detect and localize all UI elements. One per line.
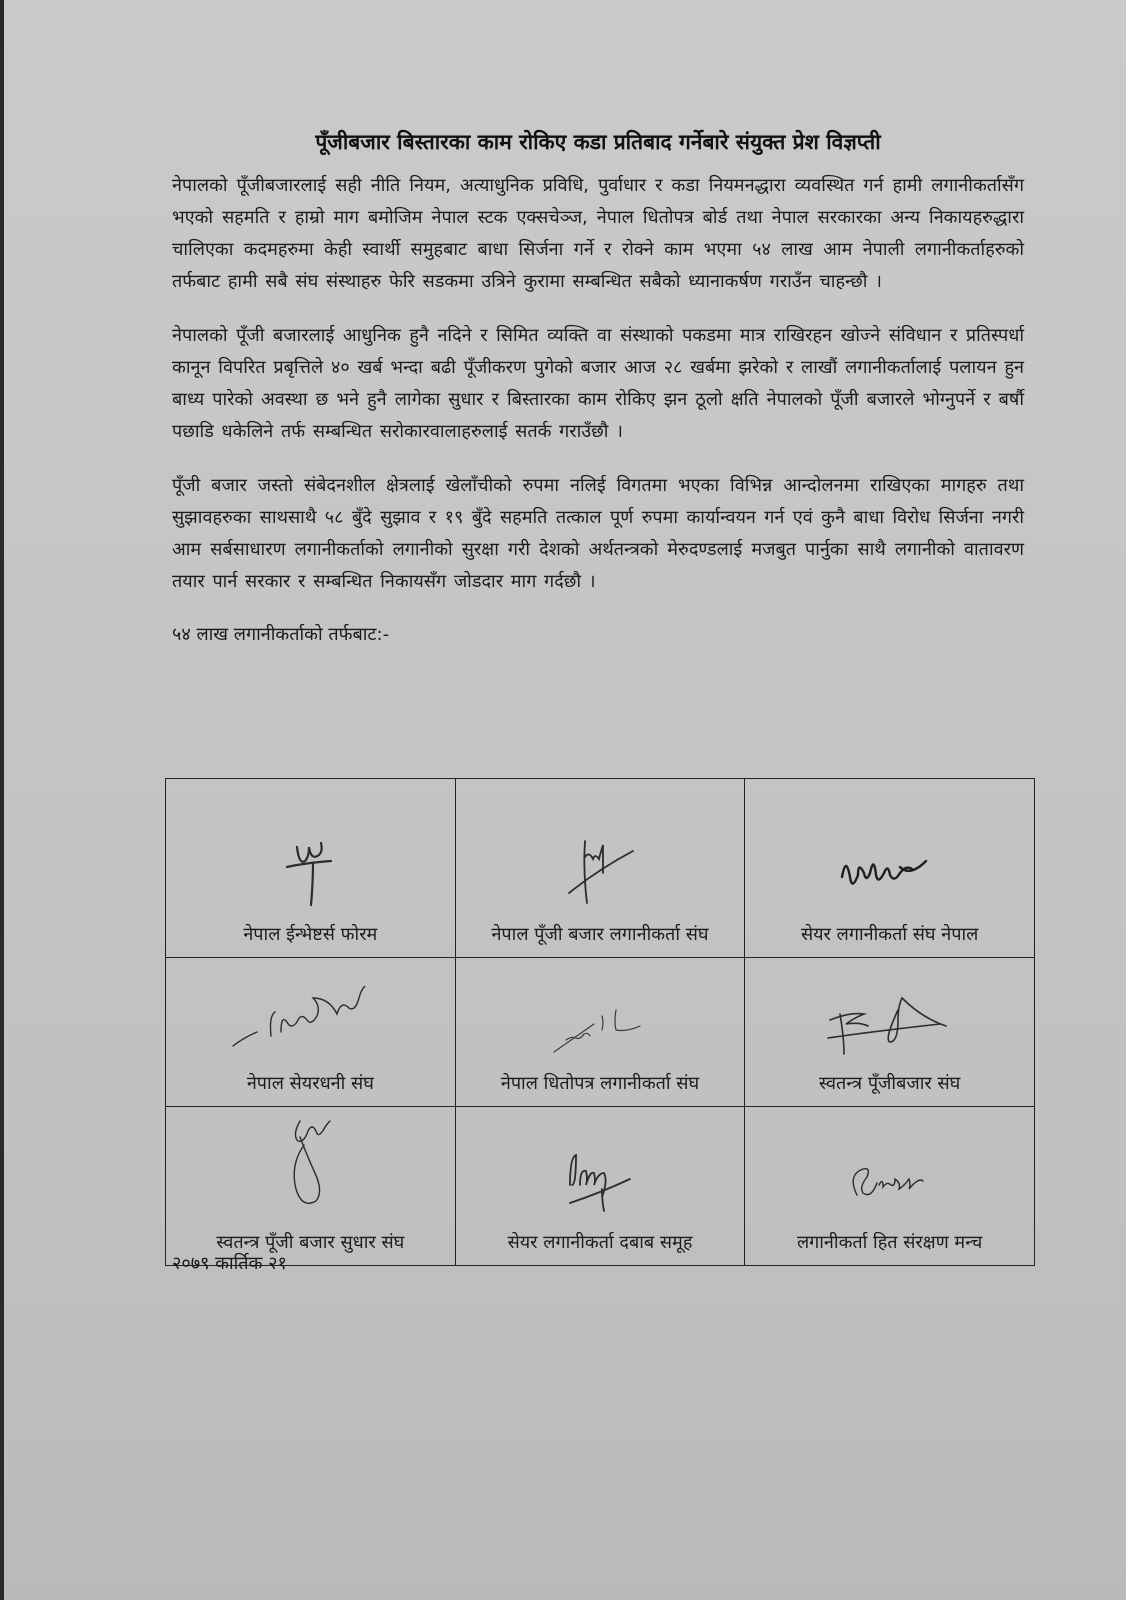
signature-icon [550, 1145, 650, 1215]
signature-icon [540, 1006, 660, 1056]
signatory-cell [455, 1107, 745, 1266]
signatory-row [166, 779, 1035, 958]
signatory-org-name: स्वतन्त्र पूँजीबजार संघ [819, 1073, 961, 1094]
signatory-cell [166, 779, 456, 958]
signatory-row [166, 958, 1035, 1107]
signature-icon [275, 837, 345, 907]
paragraph-2: नेपालको पूँजी बजारलाई आधुनिक हुनै नदिने र सिमित व्यक्ति वा संस्थाको पकडमा मात्र राखिरहन खोज्ने संविधान र प्रतिस्पर्धा कानून विपरित प्रबृत्तिले ४० खर्ब भन्दा बढी पूँजीकरण पुगेको बजार आज २८ खर्बमा झरेको र लाखौं लगानीकर्तालाई पलायन हुन बाध्य पारेको अवस्था छ भने हुनै लागेका सुधार र बिस्तारका काम रोकिए झन ठूलो क्षति नेपालको पूँजी बजारले भोग्नुपर्ने र बर्षौ पछाडि धकेलिने तर्फ सम्बन्धित सरोकारवालाहरुलाई सतर्क गराउँछौ । [172, 325, 1024, 442]
signatory-org-name: सेयर लगानीकर्ता संघ नेपाल [800, 924, 979, 945]
signatory-row [166, 1107, 1035, 1266]
document-title: पूँजीबजार बिस्तारका काम रोकिए कडा प्रतिबाद गर्नेबारे संयुक्त प्रेश विज्ञप्ती [315, 130, 881, 154]
signatory-cell [166, 958, 456, 1107]
paragraph-3: पूँजी बजार जस्तो संबेदनशील क्षेत्रलाई खेलाँचीको रुपमा नलिई विगतमा भएका विभिन्न आन्दोलनमा राखिएका मागहरु तथा सुझावहरुका साथसाथै ५८ बुँदे सुझाव र १९ बुँदे सहमति तत्काल पूर्ण रुपमा कार्यान्वयन गर्न एवं कुनै बाधा विरोध सिर्जना नगरी आम सर्बसाधारण लगानीकर्ताको लगानीको सुरक्षा गरी देशको अर्थतन्त्रको मेरुदण्डलाई मजबुत पार्नुका साथै लगानीको वातावरण तयार पार्न सरकार र सम्बन्धित निकायसँग जोडदार माग गर्दछौ । [172, 475, 1024, 592]
signatory-cell [745, 1107, 1035, 1266]
signatory-intro: ५४ लाख लगानीकर्ताको तर्फबाट:- [172, 624, 390, 645]
signatory-cell [745, 779, 1035, 958]
signatory-org-name: नेपाल धितोपत्र लगानीकर्ता संघ [500, 1073, 700, 1094]
paragraph-1: नेपालको पूँजीबजारलाई सही नीति नियम, अत्याधुनिक प्रविधि, पुर्वाधार र कडा नियमनद्धारा व्यवस्थित गर्न हामी लगानीकर्तासँग भएको सहमति र हाम्रो माग बमोजिम नेपाल स्टक एक्सचेञ्ज, नेपाल धितोपत्र बोर्ड तथा नेपाल सरकारका अन्य निकायहरुद्धारा चालिएका कदमहरुमा केही स्वार्थी समुहबाट बाधा सिर्जना गर्ने र रोक्ने काम भएमा ५४ लाख आम नेपाली लगानीकर्ताहरुको तर्फबाट हामी सबै संघ संस्थाहरु फेरि सडकमा उत्रिने कुरामा सम्बन्धित सबैको ध्यानाकर्षण गराउँन चाहन्छौ । [172, 175, 1024, 292]
signatory-cell [455, 958, 745, 1107]
signatory-cell [166, 1107, 456, 1266]
signature-icon [555, 837, 645, 907]
press-release [172, 128, 1024, 650]
signatory-org-name: नेपाल पूँजी बजार लगानीकर्ता संघ [491, 924, 709, 945]
signature-icon [225, 986, 395, 1056]
signatory-org-name: लगानीकर्ता हित संरक्षण मन्च [796, 1232, 983, 1253]
signature-icon [835, 1155, 945, 1215]
signatory-table [165, 778, 1035, 1266]
signature-icon [830, 847, 950, 907]
signatory-cell [745, 958, 1035, 1107]
signature-icon [270, 1115, 350, 1215]
signatory-org-name: स्वतन्त्र पूँजी बजार सुधार संघ [216, 1232, 405, 1253]
signatory-org-name: सेयर लगानीकर्ता दबाब समूह [507, 1232, 693, 1253]
document-date: २०७९ कार्तिक २१ [172, 1253, 287, 1274]
signature-icon [820, 996, 960, 1056]
paper-edge-shadow [0, 0, 4, 1600]
signatory-org-name: नेपाल सेयरधनी संघ [246, 1073, 374, 1094]
signatory-org-name: नेपाल ईन्भेष्टर्स फोरम [243, 924, 378, 945]
signatory-cell [455, 779, 745, 958]
